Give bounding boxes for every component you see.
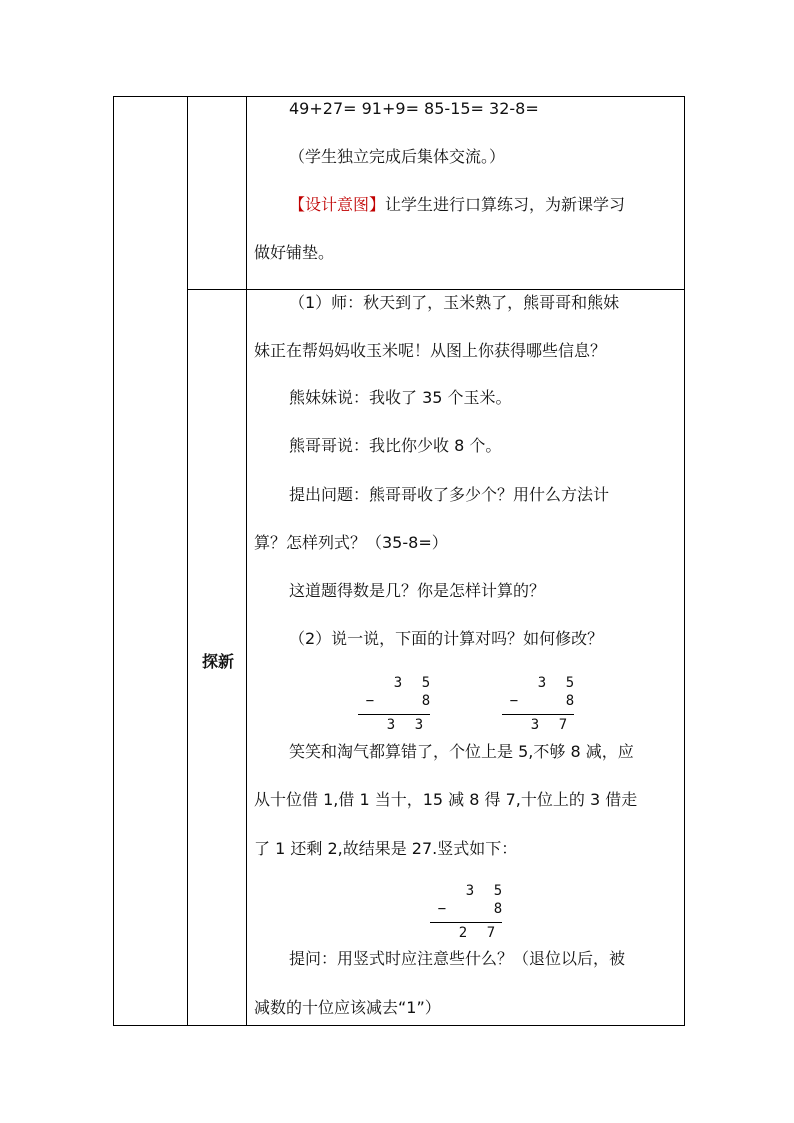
column-divider-1 [187, 97, 188, 1025]
lesson-table: 探新 49+27= 91+9= 85-15= 32-8= （学生独立完成后集体交流。） 【设计意图】让学生进行口算练习，为新课学习 做好铺垫。 （1）师：秋天到了，玉米熟了，熊哥哥和熊妹 妹正在帮妈妈收玉米呢！从图上你获得哪些信息？ 熊妹妹说：我收了 35 个玉米。 熊哥哥说：我比你少收 8 个。 提出问题：熊哥哥收了多少个？用什么方法计 算？怎样列式？（35-8=） 这道题得数是几？你是怎样计算的？ （2）说一说，下面的计算对吗？如何修改？ 3 5 − 8 3 3 3 5 − 8 3 7 笑笑和淘气都算错了，个位上是 5,不够 8 减，应 从十位借 1,借 1 当十，15 减 8 得 7,十位上的 3 借走 了 1 还剩 2,故结果是 27.竖式如下： 3 5 − 8 2 7 提问：用竖式时应注意些什么？（退位以后，被 减数的十位应该减去“1”） [113, 96, 685, 1026]
para-7a: 笑笑和淘气都算错了，个位上是 5,不够 8 减，应 [289, 742, 634, 761]
calc-line [502, 714, 574, 715]
calc-line [430, 922, 502, 923]
design-intent-cont: 做好铺垫。 [254, 243, 335, 262]
stage-label: 探新 [201, 652, 234, 671]
para-4a: 提出问题：熊哥哥收了多少个？用什么方法计 [289, 485, 610, 504]
para-1a: （1）师：秋天到了，玉米熟了，熊哥哥和熊妹 [289, 293, 620, 312]
design-intent [289, 195, 625, 215]
warmup-exercises: 49+27= 91+9= 85-15= 32-8= [289, 99, 539, 118]
para-4b: 算？怎样列式？（35-8=） [254, 533, 448, 552]
design-intent-tag: 【设计意图】 [289, 195, 386, 214]
para-6: （2）说一说，下面的计算对吗？如何修改？ [289, 629, 604, 648]
warmup-note: （学生独立完成后集体交流。） [289, 147, 506, 166]
row-divider [187, 289, 684, 290]
para-7c: 了 1 还剩 2,故结果是 27.竖式如下： [254, 839, 518, 858]
para-1b: 妹正在帮妈妈收玉米呢！从图上你获得哪些信息？ [254, 341, 607, 360]
para-2: 熊妹妹说：我收了 35 个玉米。 [289, 388, 512, 407]
para-8a: 提问：用竖式时应注意些什么？（退位以后，被 [289, 949, 626, 968]
para-7b: 从十位借 1,借 1 当十，15 减 8 得 7,十位上的 3 借走 [254, 790, 638, 809]
design-intent-text: 让学生进行口算练习，为新课学习 [385, 195, 626, 214]
para-3: 熊哥哥说：我比你少收 8 个。 [289, 436, 502, 455]
para-8b: 减数的十位应该减去“1”） [254, 998, 441, 1017]
para-5: 这道题得数是几？你是怎样计算的？ [289, 581, 546, 600]
calc-line [358, 714, 430, 715]
column-divider-2 [246, 97, 247, 1025]
